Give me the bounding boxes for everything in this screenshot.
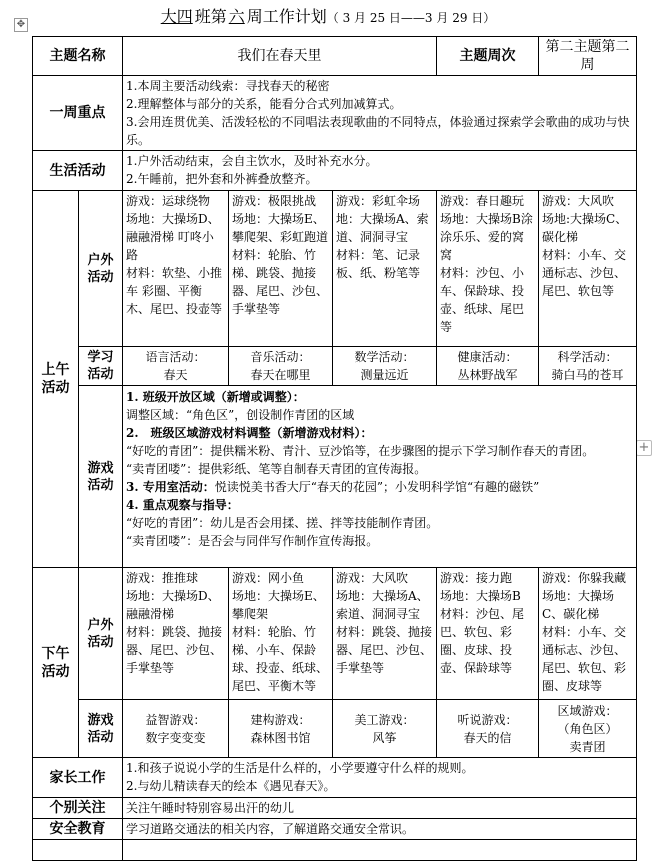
study-subject: 科学活动： bbox=[557, 350, 618, 364]
game-type: 建构游戏： bbox=[250, 712, 311, 727]
game-name-venue: 游戏：彩虹伞场地：大操场A、索道、洞洞寻宝 bbox=[336, 194, 429, 244]
game-name: 游戏：极限挑战 bbox=[232, 194, 317, 208]
game-materials: 材料：跳袋、抛接器、尾巴、沙包、手掌垫等 bbox=[336, 625, 433, 675]
game-venue: 场地：大操场D、融融滑梯 叮咚小路 bbox=[126, 212, 220, 262]
study-cell bbox=[123, 347, 229, 386]
afternoon-label: 下午活动 bbox=[33, 568, 79, 758]
afternoon-outdoor-label: 户外活动 bbox=[79, 568, 123, 700]
theme-name: 我们在春天里 bbox=[123, 37, 437, 76]
plan-table bbox=[32, 36, 637, 861]
title-date-range: （ 3 月 25 日——3 月 29 日） bbox=[326, 11, 496, 25]
afternoon-game-cell bbox=[437, 700, 539, 758]
game-materials: 材料：轮胎、竹梯、跳袋、抛接器、尾巴、沙包、手掌垫等 bbox=[232, 248, 329, 316]
game-venue: 场地：大操场B涂涂乐乐、爱的窝窝 bbox=[440, 212, 533, 262]
individual-text: 关注午睡时特别容易出汗的幼儿 bbox=[123, 798, 637, 819]
empty-cell bbox=[123, 840, 637, 861]
week-focus-item: 1.本周主要活动线索：寻找春天的秘密 bbox=[126, 79, 330, 93]
plan-title bbox=[0, 4, 654, 30]
game-line: 调整区域：“角色区”，创设制作青团的区域 bbox=[126, 408, 355, 422]
study-subject: 数学活动： bbox=[354, 350, 415, 364]
game-materials: 材料：沙包、小车、保龄球、投壶、纸球、尾巴等 bbox=[440, 266, 525, 334]
afternoon-game-cell bbox=[123, 700, 229, 758]
afternoon-outdoor-cell bbox=[539, 568, 637, 700]
morning-label: 上午活动 bbox=[33, 191, 79, 568]
theme-week-label: 主题周次 bbox=[437, 37, 539, 76]
game-name: 游戏：你躲我藏 bbox=[542, 571, 627, 585]
life-content bbox=[123, 151, 637, 191]
game-venue: 场地：大操场D、融融滑梯 bbox=[126, 589, 220, 621]
morning-outdoor-cell bbox=[539, 191, 637, 347]
title-week: 六 bbox=[228, 7, 245, 26]
game-name: 游戏：大风吹 bbox=[542, 194, 615, 208]
title-grade: 大四 bbox=[160, 7, 193, 26]
game-name: 游戏：春日趣玩 bbox=[440, 194, 525, 208]
game-name: 游戏：推推球 bbox=[126, 571, 199, 585]
game-venue: 场地：大操场E、攀爬架、彩虹跑道 bbox=[232, 212, 329, 244]
study-topic: 春天在哪里 bbox=[250, 368, 311, 382]
afternoon-outdoor-cell bbox=[333, 568, 437, 700]
afternoon-outdoor-cell bbox=[123, 568, 229, 700]
game-name: 游戏：大风吹 bbox=[336, 571, 409, 585]
game-venue: 场地：大操场A、索道、洞洞寻宝 bbox=[336, 589, 429, 621]
study-cell bbox=[437, 347, 539, 386]
study-cell bbox=[229, 347, 333, 386]
game-section-heading: 3. 专用室活动： bbox=[126, 480, 215, 494]
game-area: （角色区） bbox=[557, 721, 618, 736]
game-type: 听说游戏： bbox=[457, 712, 518, 727]
morning-outdoor-cell bbox=[229, 191, 333, 347]
study-topic: 骑白马的苍耳 bbox=[551, 368, 624, 382]
life-label: 生活活动 bbox=[33, 151, 123, 191]
afternoon-game-cell bbox=[539, 700, 637, 758]
game-materials: 材料：小车、交通标志、沙包、尾巴、软包等 bbox=[542, 248, 627, 298]
game-materials: 材料：软垫、小推车 彩圈、平衡木、尾巴、投壶等 bbox=[126, 266, 223, 316]
afternoon-outdoor-cell bbox=[437, 568, 539, 700]
week-focus-content bbox=[123, 76, 637, 151]
game-name: 游戏：接力跑 bbox=[440, 571, 513, 585]
plus-icon[interactable]: + bbox=[636, 440, 652, 456]
game-venue: 场地：大操场E、攀爬架 bbox=[232, 589, 325, 621]
game-line: “卖青团喽”：是否会与同伴写作制作宣传海报。 bbox=[126, 534, 379, 548]
game-topic: 森林图书馆 bbox=[250, 730, 311, 745]
parents-item: 1.和孩子说说小学的生活是什么样的，小学要遵守什么样的规则。 bbox=[126, 761, 474, 775]
game-line: “好吃的青团”：提供糯米粉、青汁、豆沙馅等，在步骤图的提示下学习制作春天的青团。 bbox=[126, 444, 595, 458]
morning-outdoor-label: 户外活动 bbox=[79, 191, 123, 347]
game-venue: 场地：大操场C、碳化梯 bbox=[542, 589, 615, 621]
game-materials: 材料：跳袋、抛接器、尾巴、沙包、手掌垫等 bbox=[126, 625, 223, 675]
title-class-word: 班第 bbox=[194, 7, 227, 26]
game-type: 区域游戏： bbox=[557, 703, 618, 718]
morning-outdoor-cell bbox=[123, 191, 229, 347]
game-materials: 材料：笔、记录板、纸、粉笔等 bbox=[336, 248, 421, 280]
parents-content bbox=[123, 758, 637, 798]
afternoon-outdoor-cell bbox=[229, 568, 333, 700]
safety-text: 学习道路交通法的相关内容，了解道路交通安全常识。 bbox=[123, 819, 637, 840]
game-type: 美工游戏： bbox=[354, 712, 415, 727]
empty-cell bbox=[33, 840, 123, 861]
study-subject: 音乐活动： bbox=[250, 350, 311, 364]
life-item: 1.户外活动结束，会自主饮水，及时补充水分。 bbox=[126, 154, 378, 168]
study-topic: 丛林野战军 bbox=[457, 368, 518, 382]
game-topic: 春天的信 bbox=[463, 730, 512, 745]
study-topic: 春天 bbox=[163, 368, 188, 382]
morning-game-content bbox=[123, 386, 637, 568]
individual-label: 个别关注 bbox=[33, 798, 123, 819]
morning-game-label: 游戏活动 bbox=[79, 386, 123, 568]
afternoon-game-cell bbox=[333, 700, 437, 758]
study-subject: 语言活动： bbox=[145, 350, 206, 364]
game-line: 悦读悦美书香大厅“春天的花园”；小发明科学馆“有趣的磁铁” bbox=[214, 480, 540, 494]
morning-study-label: 学习活动 bbox=[79, 347, 123, 386]
game-line: “卖青团喽”：提供彩纸、笔等自制春天青团的宣传海报。 bbox=[126, 462, 427, 476]
game-name: 游戏：网小鱼 bbox=[232, 571, 305, 585]
title-suffix: 周工作计划 bbox=[246, 7, 327, 26]
game-venue: 场地：大操场B bbox=[440, 589, 521, 603]
theme-name-label: 主题名称 bbox=[33, 37, 123, 76]
game-line: “好吃的青团”：幼儿是否会用揉、搓、拌等技能制作青团。 bbox=[126, 516, 439, 530]
morning-outdoor-cell bbox=[437, 191, 539, 347]
game-topic: 风筝 bbox=[372, 730, 397, 745]
week-focus-item: 3.会用连贯优美、活泼轻松的不同唱法表现歌曲的不同特点，体验通过探索学会歌曲的成功与快乐。 bbox=[126, 115, 630, 147]
theme-week: 第二主题第二周 bbox=[539, 37, 637, 76]
game-materials: 材料：轮胎、竹梯、小车、保龄球、投壶、纸球、尾巴、平衡木等 bbox=[232, 625, 329, 693]
life-item: 2.午睡前，把外套和外裤叠放整齐。 bbox=[126, 172, 318, 186]
move-handle-icon[interactable]: ✥ bbox=[14, 18, 28, 32]
study-subject: 健康活动： bbox=[457, 350, 518, 364]
game-topic: 数字变变变 bbox=[145, 730, 206, 745]
game-venue: 场地:大操场C、碳化梯 bbox=[542, 212, 628, 244]
parents-item: 2.与幼儿精读春天的绘本《遇见春天》。 bbox=[126, 779, 336, 793]
safety-label: 安全教育 bbox=[33, 819, 123, 840]
study-cell bbox=[539, 347, 637, 386]
game-section-heading: 2. 班级区域游戏材料调整（新增游戏材料）： bbox=[126, 426, 373, 440]
parents-label: 家长工作 bbox=[33, 758, 123, 798]
game-section-heading: 1. 班级开放区域（新增或调整）： bbox=[126, 390, 305, 404]
game-section-heading: 4. 重点观察与指导： bbox=[126, 498, 239, 512]
week-focus-item: 2.理解整体与部分的关系，能看分合式列加减算式。 bbox=[126, 97, 402, 111]
game-materials: 材料：小车、交通标志、沙包、尾巴、软包、彩圈、皮球等 bbox=[542, 625, 627, 693]
afternoon-game-cell bbox=[229, 700, 333, 758]
game-type: 益智游戏： bbox=[145, 712, 206, 727]
morning-outdoor-cell bbox=[333, 191, 437, 347]
afternoon-game-label: 游戏活动 bbox=[79, 700, 123, 758]
game-name: 游戏：运球绕物 bbox=[126, 194, 211, 208]
study-topic: 测量远近 bbox=[360, 368, 409, 382]
game-materials: 材料：沙包、尾巴、软包、彩圈、皮球、投壶、保龄球等 bbox=[440, 607, 525, 675]
week-focus-label: 一周重点 bbox=[33, 76, 123, 151]
game-topic: 卖青团 bbox=[569, 739, 606, 754]
study-cell bbox=[333, 347, 437, 386]
